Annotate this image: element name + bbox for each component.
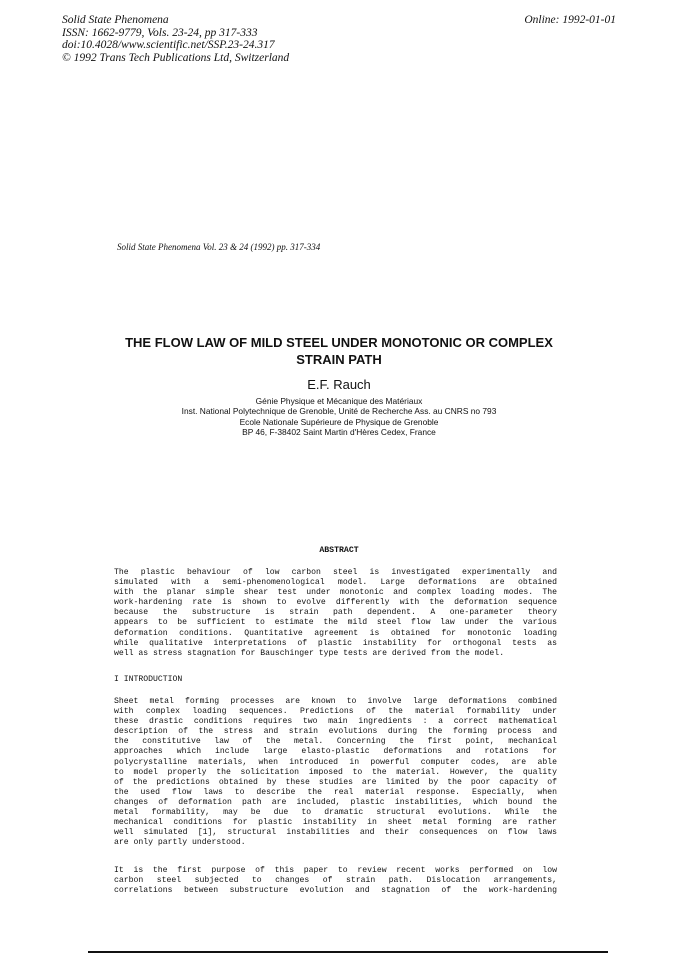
header-online-date: Online: 1992-01-01 — [524, 14, 616, 26]
intro-paragraph-2 — [114, 866, 557, 896]
header-issn: ISSN: 1662-9779, Vols. 23-24, pp 317-333 — [62, 26, 258, 39]
intro-line: carbon steel subjected to changes of strain path. Dislocation arrangements, — [114, 876, 557, 886]
intro-line: changes of deformation path are included, plastic instabilities, which bound the — [114, 797, 557, 807]
abstract-line: well as stress stagnation for Bauschinger type tests are derived from the model. — [114, 648, 505, 658]
abstract-body — [114, 568, 557, 659]
intro-line: correlations between substructure evolution and stagnation of the work-hardening — [114, 886, 557, 896]
abstract-line: while qualitative interpretations of plastic instability for orthogonal tests as — [114, 638, 557, 648]
header-copyright: © 1992 Trans Tech Publications Ltd, Switzerland — [62, 51, 290, 64]
abstract-heading: ABSTRACT — [319, 546, 359, 555]
abstract-line: because the substructure is strain path dependent. A one-parameter theory — [114, 608, 557, 618]
intro-line: are only partly understood. — [114, 838, 246, 848]
intro-paragraph-1 — [114, 697, 557, 848]
title-line: STRAIN PATH — [296, 352, 382, 367]
intro-line: these drastic conditions requires two main ingredients : a correct mathematical — [114, 717, 557, 727]
abstract-line: deformation conditions. Quantitative agreement is obtained for monotonic loading — [114, 628, 557, 638]
abstract-line: with the planar simple shear test under monotonic and complex loading modes. The — [114, 588, 557, 598]
intro-line: the used flow laws to describe the real material response. Especially, when — [114, 787, 557, 797]
intro-line: approaches which include large elasto-plastic deformations and rotations for — [114, 747, 557, 757]
intro-line: metal formability, may be due to dramatic structural evolutions. While the — [114, 808, 557, 818]
affiliation-line: Inst. National Polytechnique de Grenoble, Unité de Recherche Ass. au CNRS no 793 — [181, 406, 497, 417]
affiliation-line: Génie Physique et Mécanique des Matériaux — [255, 396, 423, 406]
author-name: E.F. Rauch — [307, 377, 371, 392]
intro-line: polycrystalline materials, when introduced in powerful computer codes, are able — [114, 757, 557, 767]
intro-line: the constitutive law of the metal. Concerning the first point, mechanical — [114, 737, 557, 747]
abstract-line: appears to be sufficient to estimate the mild steel flow law under the various — [114, 618, 557, 628]
abstract-line: The plastic behaviour of low carbon steel is investigated experimentally and — [114, 568, 557, 577]
header-journal: Solid State Phenomena — [62, 14, 169, 26]
footer-rule — [88, 951, 608, 953]
affiliation-line: Ecole Nationale Supérieure de Physique de Grenoble — [239, 416, 439, 427]
abstract-line: simulated with a semi-phenomenological model. Large deformations are obtained — [114, 578, 557, 588]
intro-line: description of the stress and strain evolutions during the forming process and — [114, 727, 557, 737]
affiliation-line: BP 46, F-38402 Saint Martin d'Hères Cedex, France — [242, 426, 436, 437]
article-header — [62, 14, 289, 64]
intro-line: It is the first purpose of this paper to review recent works performed on low — [114, 866, 557, 875]
journal-reference: Solid State Phenomena Vol. 23 & 24 (1992) pp. 317-334 — [117, 242, 321, 252]
intro-line: of the predictions obtained by these studies are limited by the poor capacity of — [114, 777, 557, 787]
section-heading-introduction: I INTRODUCTION — [114, 675, 183, 684]
title-line: THE FLOW LAW OF MILD STEEL UNDER MONOTONIC OR COMPLEX — [125, 335, 553, 350]
intro-line: Sheet metal forming processes are known to involve large deformations combined — [114, 697, 557, 706]
affiliation-block — [60, 396, 618, 437]
paper-title — [60, 334, 618, 368]
header-doi[interactable]: doi:10.4028/www.scientific.net/SSP.23-24.317 — [62, 39, 275, 51]
intro-line: to model properly the solicitation imposed to the material. However, the quality — [114, 767, 557, 777]
intro-line: mechanical conditions for plastic instability in sheet metal forming are rather — [114, 818, 557, 828]
intro-line: well simulated [1], structural instabilities and their consequences on flow laws — [114, 828, 557, 838]
abstract-line: work-hardening rate is shown to evolve differently with the deformation sequence — [114, 598, 557, 608]
intro-line: with complex loading sequences. Predictions of the material formability under — [114, 707, 557, 717]
